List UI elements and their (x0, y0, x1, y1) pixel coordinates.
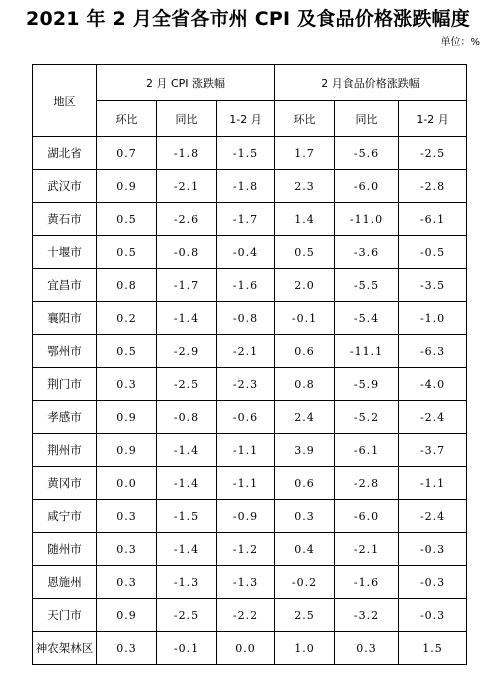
value-cell: 2.4 (275, 401, 335, 434)
sub-header: 同比 (335, 101, 399, 137)
value-cell: -2.8 (399, 170, 467, 203)
value-cell: -1.5 (217, 137, 275, 170)
value-cell: -1.4 (157, 533, 217, 566)
value-cell: -6.0 (335, 170, 399, 203)
value-cell: 0.3 (97, 566, 157, 599)
value-cell: 0.9 (97, 434, 157, 467)
value-cell: -1.6 (335, 566, 399, 599)
value-cell: -3.6 (335, 236, 399, 269)
region-cell: 荆州市 (33, 434, 97, 467)
value-cell: -1.1 (217, 434, 275, 467)
value-cell: 0.5 (97, 335, 157, 368)
value-cell: 2.0 (275, 269, 335, 302)
value-cell: -1.1 (217, 467, 275, 500)
table-row (33, 137, 467, 170)
value-cell: -2.5 (157, 368, 217, 401)
value-cell: 0.7 (97, 137, 157, 170)
value-cell: 0.8 (275, 368, 335, 401)
value-cell: -2.5 (157, 599, 217, 632)
table-row (33, 632, 467, 665)
value-cell: -2.2 (217, 599, 275, 632)
region-cell: 十堰市 (33, 236, 97, 269)
region-cell: 天门市 (33, 599, 97, 632)
value-cell: -0.1 (275, 302, 335, 335)
value-cell: -6.1 (399, 203, 467, 236)
value-cell: -2.9 (157, 335, 217, 368)
value-cell: -1.1 (399, 467, 467, 500)
region-cell: 恩施州 (33, 566, 97, 599)
value-cell: -11.0 (335, 203, 399, 236)
region-cell: 襄阳市 (33, 302, 97, 335)
value-cell: 0.9 (97, 170, 157, 203)
value-cell: 1.5 (399, 632, 467, 665)
value-cell: -2.5 (399, 137, 467, 170)
value-cell: -0.8 (157, 236, 217, 269)
value-cell: 0.5 (97, 236, 157, 269)
region-cell: 武汉市 (33, 170, 97, 203)
value-cell: -1.4 (157, 302, 217, 335)
value-cell: -5.9 (335, 368, 399, 401)
value-cell: 1.0 (275, 632, 335, 665)
value-cell: -1.4 (157, 434, 217, 467)
table-row (33, 335, 467, 368)
header-row-groups (33, 65, 467, 101)
value-cell: 0.3 (97, 533, 157, 566)
sub-header: 同比 (157, 101, 217, 137)
value-cell: -0.2 (275, 566, 335, 599)
value-cell: 0.9 (97, 599, 157, 632)
region-cell: 湖北省 (33, 137, 97, 170)
value-cell: 0.6 (275, 467, 335, 500)
value-cell: 0.3 (97, 632, 157, 665)
value-cell: 0.3 (97, 368, 157, 401)
value-cell: -0.3 (399, 599, 467, 632)
value-cell: -1.2 (217, 533, 275, 566)
table-row (33, 566, 467, 599)
value-cell: 0.3 (335, 632, 399, 665)
page-title: 2021 年 2 月全省各市州 CPI 及食品价格涨跌幅度 (26, 8, 470, 30)
value-cell: -5.4 (335, 302, 399, 335)
region-cell: 随州市 (33, 533, 97, 566)
value-cell: 0.3 (275, 500, 335, 533)
value-cell: 0.3 (97, 500, 157, 533)
value-cell: -2.6 (157, 203, 217, 236)
value-cell: -0.3 (399, 566, 467, 599)
value-cell: -4.0 (399, 368, 467, 401)
table-row (33, 500, 467, 533)
value-cell: 0.8 (97, 269, 157, 302)
value-cell: -11.1 (335, 335, 399, 368)
value-cell: 0.5 (275, 236, 335, 269)
value-cell: -1.6 (217, 269, 275, 302)
value-cell: 0.9 (97, 401, 157, 434)
value-cell: 0.4 (275, 533, 335, 566)
sub-header: 环比 (97, 101, 157, 137)
sub-header: 环比 (275, 101, 335, 137)
value-cell: -6.1 (335, 434, 399, 467)
table-row (33, 269, 467, 302)
value-cell: 0.2 (97, 302, 157, 335)
table-body (33, 137, 467, 665)
region-header: 地区 (33, 65, 97, 137)
cpi-table (32, 64, 467, 665)
table-row (33, 170, 467, 203)
value-cell: -2.8 (335, 467, 399, 500)
region-cell: 黄石市 (33, 203, 97, 236)
value-cell: -3.7 (399, 434, 467, 467)
value-cell: -1.7 (217, 203, 275, 236)
value-cell: 1.7 (275, 137, 335, 170)
value-cell: -0.9 (217, 500, 275, 533)
table-row (33, 434, 467, 467)
value-cell: -2.1 (217, 335, 275, 368)
value-cell: -1.3 (157, 566, 217, 599)
value-cell: 0.0 (97, 467, 157, 500)
region-cell: 孝感市 (33, 401, 97, 434)
value-cell: -3.5 (399, 269, 467, 302)
table-row (33, 203, 467, 236)
value-cell: -5.5 (335, 269, 399, 302)
value-cell: 1.4 (275, 203, 335, 236)
region-cell: 黄冈市 (33, 467, 97, 500)
table-row (33, 368, 467, 401)
table-row (33, 599, 467, 632)
value-cell: -1.4 (157, 467, 217, 500)
value-cell: -5.2 (335, 401, 399, 434)
value-cell: -1.8 (157, 137, 217, 170)
table-row (33, 236, 467, 269)
value-cell: 0.5 (97, 203, 157, 236)
cpi-group-header: 2 月 CPI 涨跌幅 (97, 65, 275, 101)
value-cell: -0.3 (399, 533, 467, 566)
value-cell: 2.3 (275, 170, 335, 203)
table-row (33, 533, 467, 566)
region-cell: 神农架林区 (33, 632, 97, 665)
header-row-subcolumns (33, 101, 467, 137)
value-cell: -0.6 (217, 401, 275, 434)
value-cell: -1.0 (399, 302, 467, 335)
value-cell: -2.3 (217, 368, 275, 401)
value-cell: -1.5 (157, 500, 217, 533)
table-row (33, 401, 467, 434)
value-cell: -0.1 (157, 632, 217, 665)
sub-header: 1-2 月 (217, 101, 275, 137)
region-cell: 荆门市 (33, 368, 97, 401)
unit-label: 单位：% (440, 37, 480, 48)
sub-header: 1-2 月 (399, 101, 467, 137)
value-cell: 0.0 (217, 632, 275, 665)
value-cell: -0.4 (217, 236, 275, 269)
value-cell: -6.0 (335, 500, 399, 533)
value-cell: -3.2 (335, 599, 399, 632)
region-cell: 咸宁市 (33, 500, 97, 533)
value-cell: -2.1 (157, 170, 217, 203)
value-cell: -2.4 (399, 500, 467, 533)
region-cell: 宜昌市 (33, 269, 97, 302)
table-row (33, 467, 467, 500)
value-cell: -0.5 (399, 236, 467, 269)
value-cell: -1.8 (217, 170, 275, 203)
value-cell: 0.6 (275, 335, 335, 368)
value-cell: 2.5 (275, 599, 335, 632)
value-cell: -1.7 (157, 269, 217, 302)
value-cell: -6.3 (399, 335, 467, 368)
value-cell: 3.9 (275, 434, 335, 467)
table-row (33, 302, 467, 335)
value-cell: -1.3 (217, 566, 275, 599)
value-cell: -2.1 (335, 533, 399, 566)
value-cell: -0.8 (157, 401, 217, 434)
food-group-header: 2 月食品价格涨跌幅 (275, 65, 467, 101)
value-cell: -5.6 (335, 137, 399, 170)
value-cell: -2.4 (399, 401, 467, 434)
region-cell: 鄂州市 (33, 335, 97, 368)
value-cell: -0.8 (217, 302, 275, 335)
